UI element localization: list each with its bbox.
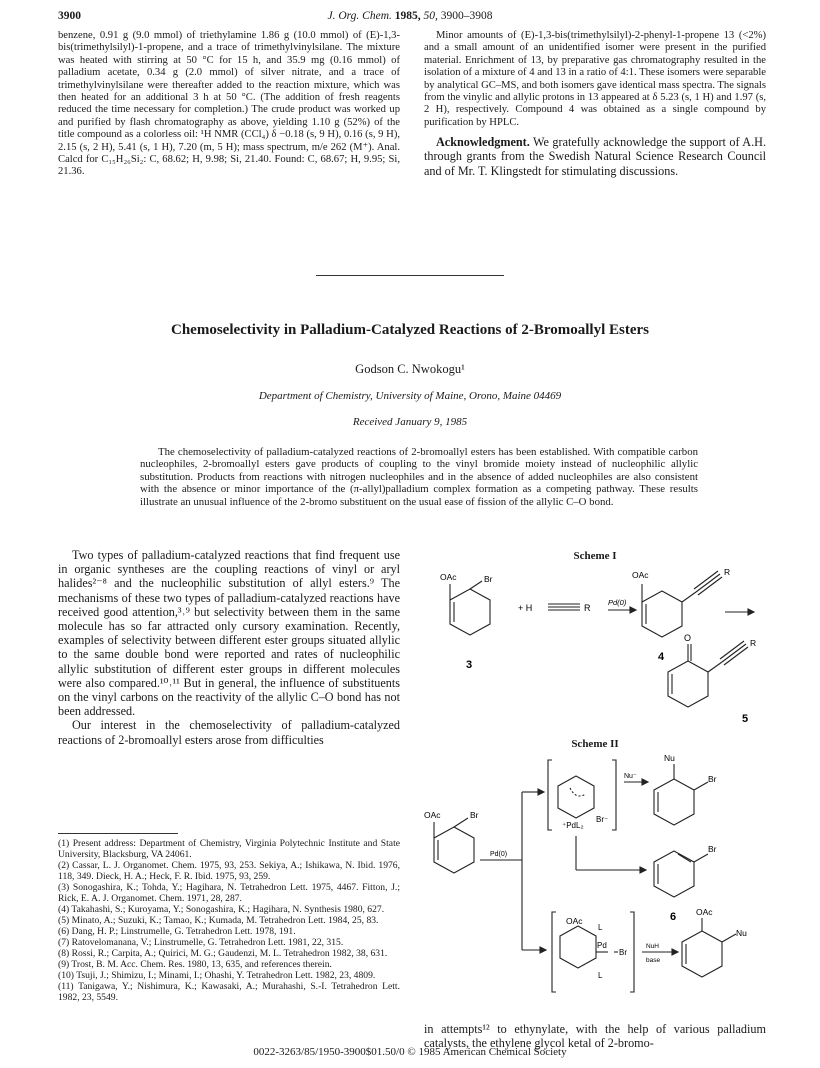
journal-year: 1985, (394, 10, 421, 22)
prev-article-left (58, 30, 400, 179)
label-br-minus: Br⁻ (596, 815, 609, 824)
label-br-start: Br (470, 810, 479, 820)
cyclohexadiene-ring-6 (654, 851, 694, 897)
cyclohexene-ring-3 (450, 589, 490, 635)
label-oac-bottom: OAc (696, 907, 713, 917)
footnote: (2) Cassar, L. J. Organomet. Chem. 1975, 93, 253. Sekiya, A.; Ishikawa, N. Ibid. 1976, 118, 349. Dieck, H. A.; Heck, F. R. Ibid. 1975, 93, 259. (58, 860, 400, 882)
label-plus-h: + H (518, 603, 533, 613)
affiliation: Department of Chemistry, University of Maine, Orono, Maine 04469 (258, 390, 562, 402)
page-footer: 0022-3263/85/1950-3900$01.50/0 © 1985 American Chemical Society (253, 1046, 567, 1058)
label-r: R (584, 603, 591, 613)
ack-heading: Acknowledgment. (436, 135, 530, 150)
label-pd0-2: Pd(0) (490, 851, 508, 858)
body-paragraph-2: Our interest in the chemoselectivity of palladium-catalyzed reactions of 2-bromoallyl esters arose from difficulties (58, 718, 400, 747)
footnote: (6) Dang, H. P.; Linstrumelle, G. Tetrahedron Lett. 1978, 191. (58, 926, 296, 937)
abstract: The chemoselectivity of palladium-catalyzed reactions of 2-bromoallyl esters has been established. With compatible carbon nucleophiles, 2-bromoallyl esters gave products of coupling to the vinyl bromide moiety instead of nucleophilic allylic substitution. Products from reactions with nitrogen nucleophiles and in the absence of added nucleophiles are also consistent with the absence or minor importance of the (π-allyl)palladium complex formation as a competing pathway. These results illustrate an unusual influence of the 2-bromo substituent on the usual ease of fission of the allylic C–O bond. (140, 446, 698, 508)
label-pd0: Pd(0) (608, 598, 627, 607)
footnote-rule (58, 833, 178, 834)
label-nu-minus: Nu⁻ (624, 773, 637, 780)
footnote: (3) Sonogashira, K.; Tohda, Y.; Hagihara, N. Tetrahedron Lett. 1975, 4467. Fitton, J.; Rick, E. A. J. Organomet. Chem. 1971, 28, 287. (58, 882, 400, 904)
label-oac: OAc (440, 572, 457, 582)
journal-name: J. Org. Chem. (327, 10, 392, 22)
footnote: (11) Tanigawa, Y.; Nishimura, K.; Kawasaki, A.; Murahashi, S.-I. Tetrahedron Lett. 1982, 23, 5549. (58, 981, 400, 1003)
body-left (58, 548, 400, 747)
footnote: (5) Minato, A.; Suzuki, K.; Tamao, K.; Kumada, M. Tetrahedron Lett. 1984, 25, 83. (58, 915, 379, 926)
label-l-bottom: L (598, 971, 603, 980)
label-br-top: Br (708, 774, 717, 784)
label-nuh: NuH (646, 943, 660, 950)
footnote: (8) Rossi, R.; Carpita, A.; Quirici, M. G.; Gaudenzi, M. L. Tetrahedron 1982, 38, 631. (58, 948, 388, 959)
label-o-5: O (684, 633, 692, 643)
cyclohexene-ring-5 (668, 661, 708, 707)
footnote: (1) Present address: Department of Chemistry, Virginia Polytechnic Institute and State University, Blacksburg, VA 24061. (58, 838, 400, 860)
journal-volume: 50, (423, 10, 438, 22)
label-br-complex: Br (619, 948, 627, 957)
author: Godson C. Nwokogu¹ (355, 362, 465, 376)
footnote: (7) Ratovelomanana, V.; Linstrumelle, G. Tetrahedron Lett. 1981, 22, 315. (58, 937, 344, 948)
prev-article-right (424, 30, 766, 178)
scheme-2-title: Scheme II (571, 738, 619, 750)
cyclohexene-ring-allyl-nu (682, 931, 722, 977)
footnotes (58, 838, 400, 1003)
acknowledgment (424, 135, 766, 178)
label-base: base (646, 957, 661, 964)
label-nu-bottom: Nu (736, 928, 747, 938)
received-date: Received January 9, 1985 (352, 416, 468, 428)
compound-5: 5 (742, 713, 749, 725)
label-nu-top: Nu (664, 753, 675, 763)
scheme-1-diagram (420, 562, 770, 737)
label-oac-complex: OAc (566, 916, 583, 926)
journal-pages: 3900–3908 (440, 10, 493, 22)
label-l-top: L (598, 923, 603, 932)
pd-complex-ring (560, 926, 596, 968)
ack-text: We gratefully acknowledge the support of A.H. through grants from the Swedish Natural Science Research Council and of Mr. T. Klingstedt for stimulating discussions. (424, 135, 767, 178)
cyclohexene-ring-start (434, 827, 474, 873)
running-header (0, 10, 820, 22)
body-paragraph-1: Two types of palladium-catalyzed reactions that find frequent use in organic syntheses are the coupling reactions of vinyl or aryl halides²⁻⁸ and the nucleophilic substitution of allyl esters.⁹ The mechanisms of these two types of palladium-catalyzed reactions have received good attention,³˒⁹ but selectivity between them in the same molecule has so far attracted only cursory examination. Recently, examples of selectivity between different ester groups situated allylic to the same double bond were reported and rates of nucleophilic allylic substitution of different ester groups in different molecules were also compared.¹⁰˒¹¹ But in general, the influence of substituents on the vinyl carbons on the reactivity of the allylic C–O bond has not been addressed. (58, 548, 400, 719)
article-separator (316, 275, 504, 276)
footnote: (10) Tsuji, J.; Shimizu, I.; Minami, I.; Ohashi, Y. Tetrahedron Lett. 1982, 23, 4809. (58, 970, 376, 981)
compound-3: 3 (466, 659, 473, 671)
footnote: (4) Takahashi, S.; Kuroyama, Y.; Sonogashira, K.; Hagihara, N. Synthesis 1980, 627. (58, 904, 385, 915)
label-br-6: Br (708, 844, 717, 854)
label-oac-4: OAc (632, 570, 649, 580)
prev-right-text: Minor amounts of (E)-1,3-bis(trimethylsilyl)-2-phenyl-1-propene 13 (<2%) and a small amount of an unidentified isomer were present in the purified material. Enrichment of 13, by preparative gas chromatography resulted in the isolation of a mixture of 4 and 13 in a ratio of 4:1. These isomers were separable by analytical GC–MS, and both isomers gave identical mass spectra. The signals from the vinylic and allylic protons in 13 appeared at δ 5.23 (s, 1 H) and 1.97 (s, 2 H), respectively. Compound 4 was obtained as a single compound by purification by HPLC. (424, 30, 766, 128)
label-pdl2: ⁺PdL₂ (562, 821, 584, 830)
body-right: in attempts¹² to ethynylate, with the help of various palladium catalysts, the ethylene glycol ketal of 2-bromo- (424, 1022, 766, 1051)
compound-6: 6 (670, 911, 677, 923)
cyclohexene-ring-4 (642, 591, 682, 637)
page-number: 3900 (58, 10, 81, 22)
label-br: Br (484, 574, 493, 584)
compound-4: 4 (658, 651, 665, 663)
article-title: Chemoselectivity in Palladium-Catalyzed Reactions of 2-Bromoallyl Esters (171, 322, 649, 338)
cyclohexene-ring-nu (654, 779, 694, 825)
scheme-1-title: Scheme I (573, 550, 617, 562)
label-r-4: R (724, 567, 731, 577)
scheme-2-diagram (420, 752, 770, 1012)
pi-allyl-ring (558, 776, 594, 818)
prev-left-text: benzene, 0.91 g (9.0 mmol) of triethylamine 1.86 g (10.0 mmol) of (E)-1,3-bis(trimethylsilyl)-1-propene, and a trace of trimethylvinylsilane. The mixture was heated with stirring at 50 °C for 15 h, and 35.9 mg (0.16 mmol) of palladium acetate, 0.34 g (2.0 mmol) of silver nitrate, and a trace of trimethylvinylsilane were thereafter added to the reaction mixture, which was then heated for an additional 3 h at 50 °C. (The addition of fresh reagents reduced the time necessary for completion.) The crude product was worked up and purified by flash chromatography as above, yielding 1.10 g (52%) of the title compound as a colorless oil: ¹H NMR (CCl₄) δ −0.18 (s, 9 H), 0.16 (s, 9 H), 2.15 (s, 2 H), 5.41 (s, 1 H), 7.20 (m, 5 H); mass spectrum, m/e 262 (M⁺). Anal. Calcd for C₁₅H₂₆Si₂: C, 68.62; H, 9.98; Si, 21.40. Found: C, 68.67; H, 9.95; Si, 21.36. (58, 30, 400, 178)
label-oac-start: OAc (424, 810, 441, 820)
footnote: (9) Trost, B. M. Acc. Chem. Res. 1980, 13, 635, and references therein. (58, 959, 332, 970)
label-r-5: R (750, 638, 757, 648)
label-pd: Pd (597, 941, 607, 950)
